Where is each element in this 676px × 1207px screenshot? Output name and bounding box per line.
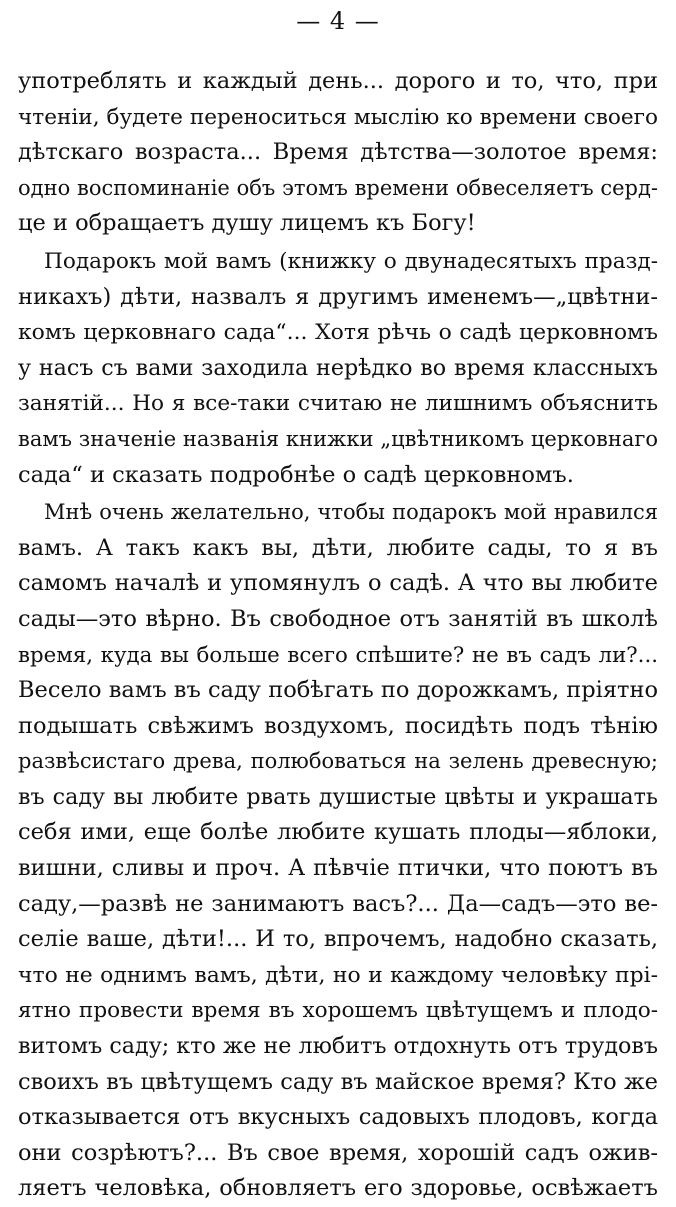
- text-line: саду,—развѣ не занимаютъ васъ?... Да—садъ—это ве-: [18, 890, 658, 917]
- paragraph-3: [18, 495, 658, 1207]
- text-line: вамъ значеніе названія книжки „цвѣтникомъ церковнаго: [18, 426, 658, 451]
- text-line: це и обращаетъ душу лицемъ къ Богу!: [18, 210, 476, 237]
- text-line: употреблять и каждый день... дорого и то, что, при: [18, 68, 658, 94]
- text-line: никахъ) дѣти, назвалъ я другимъ именемъ—„цвѣтни-: [18, 283, 658, 310]
- text-line: вамъ. А такъ какъ вы, дѣти, любите сады, то я въ: [18, 534, 658, 561]
- text-line: дѣтскаго возраста... Время дѣтства—золотое время:: [18, 139, 658, 166]
- text-line: чтеніи, будете переноситься мыслію ко времени своего: [18, 104, 658, 130]
- text-line: что не однимъ вамъ, дѣти, но и каждому человѣку прі-: [18, 962, 658, 988]
- text-line: своихъ въ цвѣтущемъ саду въ майское время? Кто же: [18, 1068, 658, 1095]
- text-line: у насъ съ вами заходила нерѣдко во время классныхъ: [18, 354, 658, 381]
- text-line: вишни, сливы и проч. А пѣвчіе птички, что поютъ въ: [18, 855, 658, 882]
- paragraph-2: [18, 244, 658, 493]
- text-line: витомъ саду; кто же не любитъ отдохнуть отъ трудовъ: [18, 1033, 658, 1060]
- page-number: — 4 —: [296, 7, 380, 35]
- text-line: они созрѣютъ?... Въ свое время, хорошій садъ ожив-: [18, 1139, 658, 1166]
- text-line: въ саду вы любите рвать душистые цвѣты и украшать: [18, 783, 658, 810]
- text-line: комъ церковнаго сада“... Хотя рѣчь о садѣ церковномъ: [18, 320, 658, 346]
- text-line: Мнѣ очень желательно, чтобы подарокъ мой нравился: [44, 500, 658, 525]
- text-line: сада“ и сказать подробнѣе о садѣ церковномъ.: [18, 461, 574, 488]
- text-line: одно воспоминаніе объ этомъ времени обвеселяетъ серд-: [18, 175, 658, 200]
- text-line: селіе ваше, дѣти!... И то, впрочемъ, надобно сказать,: [18, 926, 658, 953]
- text-line: Весело вамъ въ саду побѣгать по дорожкамъ, пріятно: [18, 677, 659, 704]
- text-line: время, куда вы больше всего спѣшите? не въ садъ ли?...: [18, 642, 658, 668]
- text-line: себя ими, еще болѣе любите кушать плоды—яблоки,: [18, 819, 658, 846]
- text-line: ляетъ человѣка, обновляетъ его здоровье, освѣжаетъ: [18, 1175, 658, 1202]
- paragraph-1: [18, 64, 658, 242]
- text-line: развѣсистаго древа, полюбоваться на зелень древесную;: [18, 749, 658, 774]
- text-line: подышать свѣжимъ воздухомъ, посидѣть подъ тѣнію: [18, 712, 658, 739]
- text-line: Подарокъ мой вамъ (книжку о двунадесятыхъ празд-: [44, 248, 658, 274]
- text-line: сады—это вѣрно. Въ свободное отъ занятій въ школѣ: [18, 605, 658, 632]
- text-line: занятій... Но я все-таки считаю не лишнимъ объяснить: [18, 391, 658, 417]
- text-line: самомъ началѣ и упомянулъ о садѣ. А что вы любите: [18, 570, 658, 597]
- text-line: ятно провести время въ хорошемъ цвѣтущемъ и плодо-: [18, 998, 658, 1024]
- text-line: отказывается отъ вкусныхъ садовыхъ плодовъ, когда: [18, 1104, 658, 1131]
